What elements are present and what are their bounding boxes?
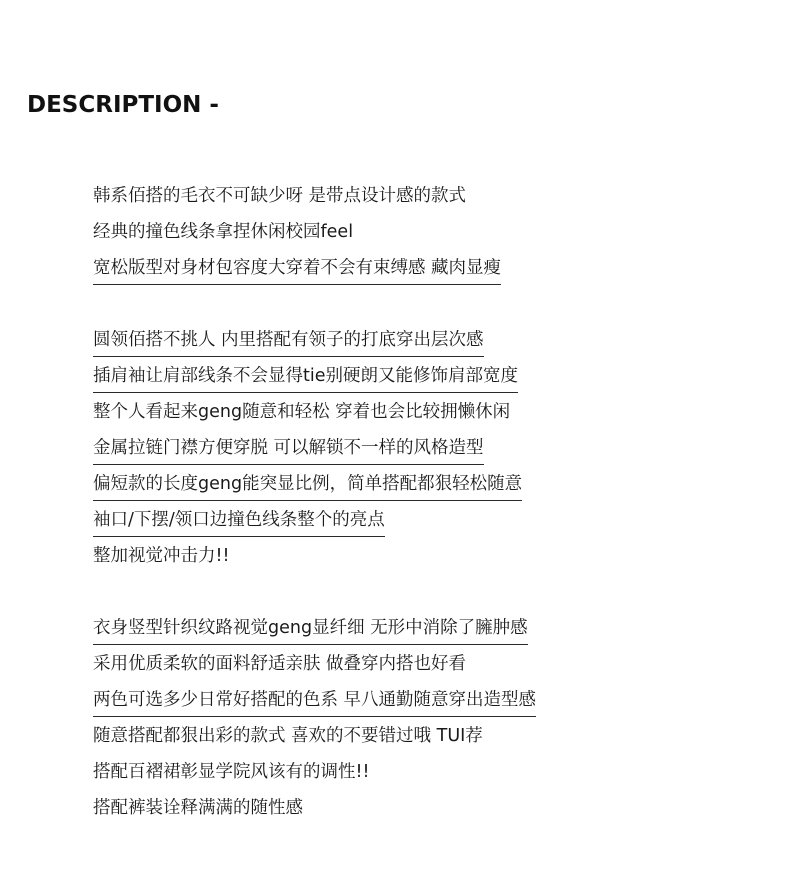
text-line-content: 两色可选多少日常好搭配的色系 早八通勤随意穿出造型感 — [93, 685, 536, 717]
text-line-content: 搭配百褶裙彰显学院风该有的调性!! — [93, 762, 370, 782]
text-line-content: 圆领佰搭不挑人 内里搭配有领子的打底穿出层次感 — [93, 325, 484, 357]
text-line-content: 经典的撞色线条拿捏休闲校园feel — [93, 222, 354, 242]
text-line — [93, 754, 773, 790]
text-line — [93, 538, 773, 574]
text-line-content: 整个人看起来geng随意和轻松 穿着也会比较拥懒休闲 — [93, 402, 511, 422]
text-line-content: 衣身竖型针织纹路视觉geng显纤细 无形中消除了臃肿感 — [93, 613, 528, 645]
description-paragraph — [93, 610, 773, 826]
description-body — [93, 178, 773, 826]
underlined-text-line — [93, 430, 773, 466]
underlined-text-line — [93, 610, 773, 646]
text-line — [93, 646, 773, 682]
text-line-content: 搭配裤装诠释满满的随性感 — [93, 798, 303, 818]
text-line — [93, 394, 773, 430]
text-line-content: 随意搭配都狠出彩的款式 喜欢的不要错过哦 TUI荐 — [93, 726, 483, 746]
text-line-content: 偏短款的长度geng能突显比例，简单搭配都狠轻松随意 — [93, 469, 522, 501]
text-line-content: 袖口/下摆/领口边撞色线条整个的亮点 — [93, 505, 385, 537]
text-line — [93, 178, 773, 214]
text-line-content: 金属拉链门襟方便穿脱 可以解锁不一样的风格造型 — [93, 433, 484, 465]
text-line-content: 插肩袖让肩部线条不会显得tie别硬朗又能修饰肩部宽度 — [93, 361, 518, 393]
text-line-content: 宽松版型对身材包容度大穿着不会有束缚感 藏肉显瘦 — [93, 253, 501, 285]
underlined-text-line — [93, 466, 773, 502]
description-paragraph — [93, 178, 773, 286]
underlined-text-line — [93, 322, 773, 358]
text-line-content: 采用优质柔软的面料舒适亲肤 做叠穿内搭也好看 — [93, 654, 467, 674]
underlined-text-line — [93, 358, 773, 394]
underlined-text-line — [93, 250, 773, 286]
text-line — [93, 214, 773, 250]
underlined-text-line — [93, 682, 773, 718]
description-paragraph — [93, 322, 773, 574]
text-line-content: 韩系佰搭的毛衣不可缺少呀 是带点设计感的款式 — [93, 186, 467, 206]
underlined-text-line — [93, 502, 773, 538]
text-line — [93, 718, 773, 754]
text-line — [93, 790, 773, 826]
description-heading: DESCRIPTION - — [27, 92, 219, 118]
text-line-content: 整加视觉冲击力!! — [93, 546, 230, 566]
